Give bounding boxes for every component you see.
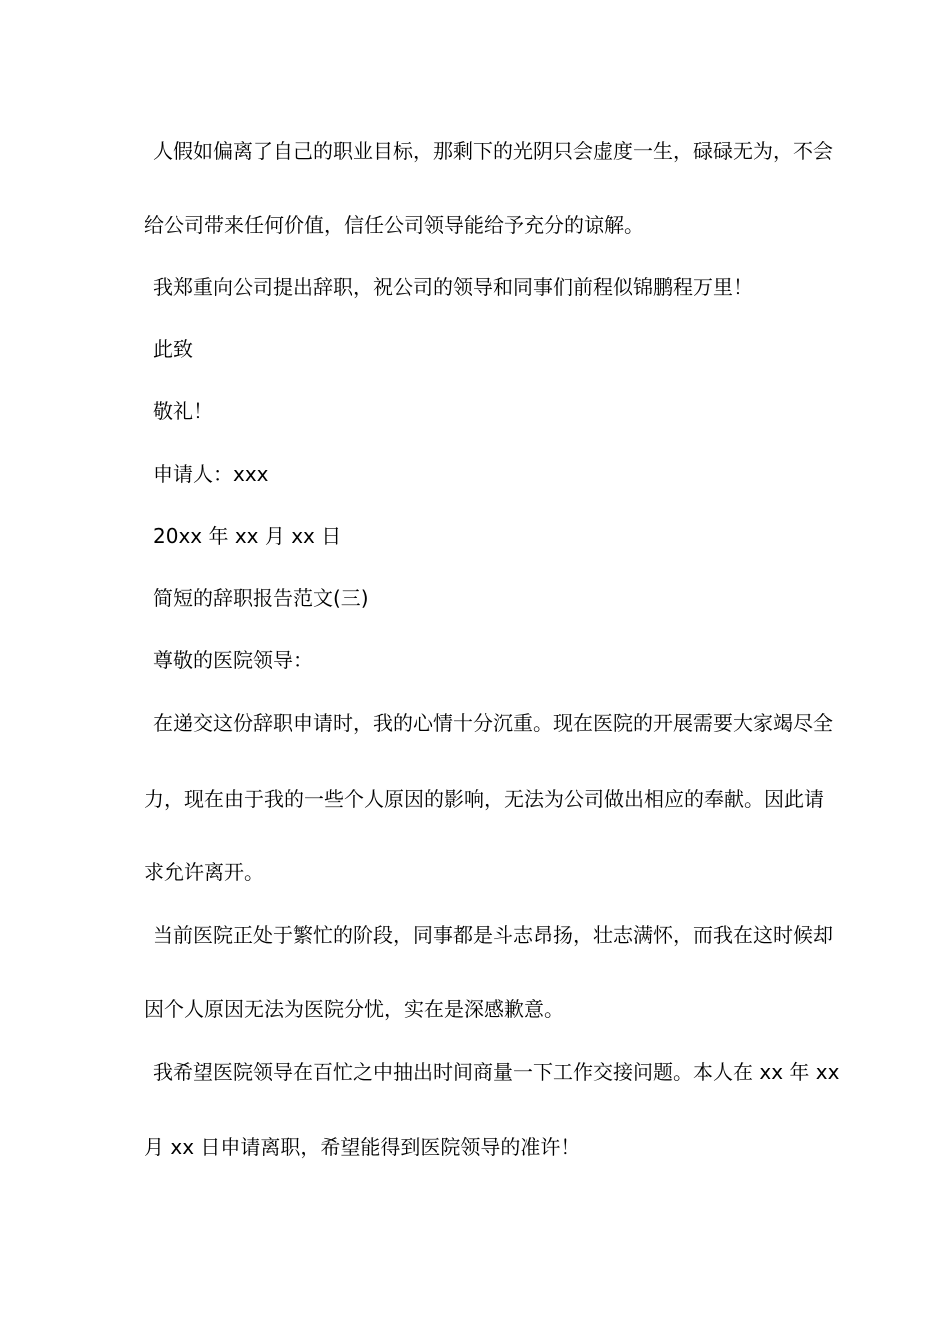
paragraph-line: 力，现在由于我的一些个人原因的影响，无法为公司做出相应的奉献。因此请: [144, 787, 824, 811]
applicant-line: 申请人：xxx: [153, 462, 269, 486]
paragraph-line: 我希望医院领导在百忙之中抽出时间商量一下工作交接问题。本人在 xx 年 xx: [153, 1060, 840, 1084]
closing-line: 敬礼！: [153, 399, 213, 423]
section-title: 简短的辞职报告范文(三): [153, 586, 369, 610]
paragraph-line: 在递交这份辞职申请时，我的心情十分沉重。现在医院的开展需要大家竭尽全: [153, 711, 833, 735]
date-line: 20xx 年 xx 月 xx 日: [153, 524, 342, 548]
paragraph-line: 我郑重向公司提出辞职，祝公司的领导和同事们前程似锦鹏程万里！: [153, 275, 753, 299]
salutation-line: 尊敬的医院领导：: [153, 648, 313, 672]
paragraph-line: 求允许离开。: [144, 860, 264, 884]
paragraph-line: 因个人原因无法为医院分忧，实在是深感歉意。: [144, 997, 564, 1021]
paragraph-line: 人假如偏离了自己的职业目标，那剩下的光阴只会虚度一生，碌碌无为，不会: [153, 139, 833, 163]
paragraph-line: 当前医院正处于繁忙的阶段，同事都是斗志昂扬，壮志满怀，而我在这时候却: [153, 923, 833, 947]
paragraph-line: 月 xx 日申请离职，希望能得到医院领导的准许！: [144, 1135, 581, 1159]
paragraph-line: 给公司带来任何价值，信任公司领导能给予充分的谅解。: [144, 213, 644, 237]
closing-line: 此致: [153, 337, 193, 361]
